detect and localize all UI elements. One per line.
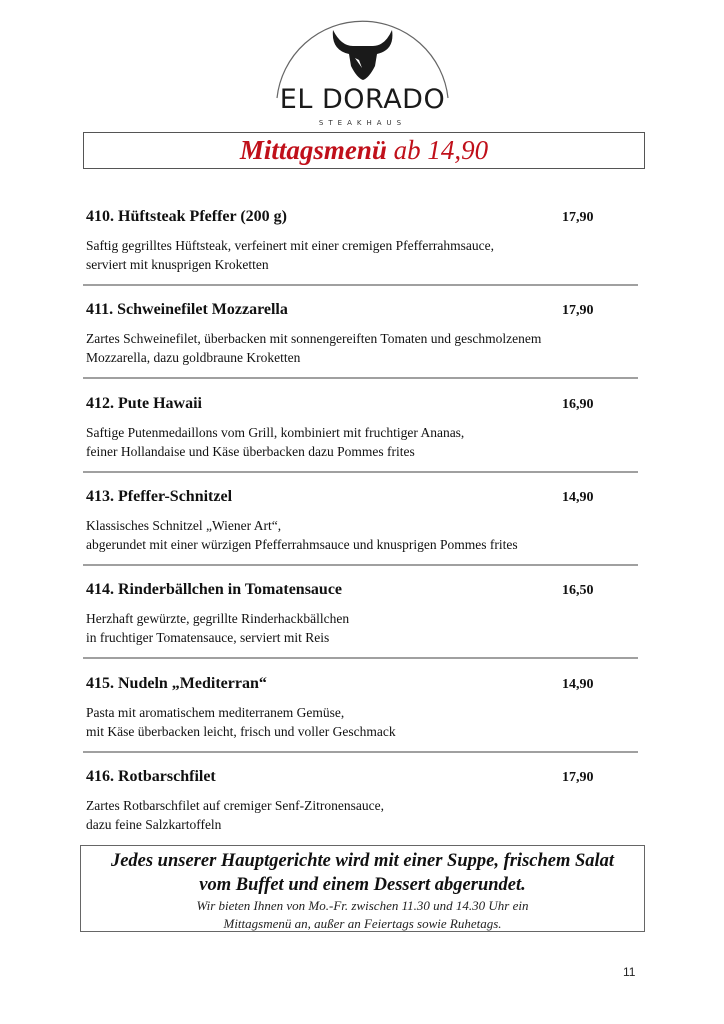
description-line: Klassisches Schnitzel „Wiener Art“,: [86, 517, 282, 533]
item-name: 414. Rinderbällchen in Tomatensauce: [86, 581, 343, 599]
description-line: in fruchtiger Tomatensauce, serviert mit Reis: [86, 630, 330, 646]
item-price: 16,50: [562, 583, 594, 599]
description-line: Herzhaft gewürzte, gegrillte Rinderhackbällchen: [86, 611, 350, 627]
item-description: [86, 703, 396, 741]
item-price: 14,90: [562, 676, 594, 692]
item-price: 14,90: [562, 489, 594, 505]
brand-subtitle: STEAKHAUS: [318, 119, 407, 127]
item-description: [86, 516, 518, 554]
description-line: Pasta mit aromatischem mediterranem Gemüse,: [86, 704, 345, 720]
description-line: dazu feine Salzkartoffeln: [86, 816, 222, 832]
divider: [83, 284, 638, 286]
item-name: 416. Rotbarschfilet: [86, 767, 216, 785]
item-price: 17,90: [562, 210, 594, 225]
divider: [83, 657, 638, 659]
description-line: Zartes Rotbarschfilet auf cremiger Senf-Zitronensauce,: [86, 797, 384, 813]
page-number: 11: [623, 965, 636, 979]
description-line: Zartes Schweinefilet, überbacken mit sonnengereiften Tomaten und geschmolzenem: [86, 331, 542, 347]
item-name: 411. Schweinefilet Mozzarella: [86, 301, 288, 319]
note-line: Jedes unserer Hauptgerichte wird mit einer Suppe, frischem Salat: [110, 851, 615, 871]
item-name: 410. Hüftsteak Pfeffer (200 g): [86, 208, 287, 225]
item-description: [86, 609, 349, 647]
page-title: [83, 132, 645, 169]
description-line: feiner Hollandaise und Käse überbacken dazu Pommes frites: [86, 443, 415, 459]
note-line: Wir bieten Ihnen von Mo.-Fr. zwischen 11.30 und 14.30 Uhr ein: [196, 898, 529, 913]
note-line: vom Buffet und einem Dessert abgerundet.: [199, 875, 526, 895]
divider: [83, 564, 638, 566]
description-line: mit Käse überbacken leicht, frisch und voller Geschmack: [86, 723, 396, 739]
brand-name: EL DORADO: [279, 84, 446, 115]
item-name: 412. Pute Hawaii: [86, 394, 202, 412]
item-description: [86, 329, 541, 367]
title-suffix: ab 14,90: [386, 135, 489, 165]
item-price: 17,90: [562, 769, 594, 785]
description-line: serviert mit knusprigen Kroketten: [86, 257, 269, 272]
item-description: [86, 423, 464, 461]
divider: [83, 751, 638, 753]
info-box: [80, 845, 645, 932]
divider: [83, 471, 638, 473]
title-main: Mittagsmenü: [239, 135, 387, 165]
description-line: Saftige Putenmedaillons vom Grill, kombiniert mit fruchtiger Ananas,: [86, 424, 465, 440]
description-line: abgerundet mit einer würzigen Pfefferrahmsauce und knusprigen Pommes frites: [86, 536, 518, 552]
item-price: 16,90: [562, 396, 594, 412]
item-price: 17,90: [562, 303, 594, 319]
description-line: Mozzarella, dazu goldbraune Kroketten: [86, 350, 301, 366]
item-name: 413. Pfeffer-Schnitzel: [86, 487, 233, 505]
item-description: [86, 796, 384, 834]
divider: [83, 377, 638, 379]
description-line: Saftig gegrilltes Hüftsteak, verfeinert mit einer cremigen Pfefferrahmsauce,: [86, 238, 494, 253]
item-name: 415. Nudeln „Mediterran“: [86, 674, 267, 692]
logo: [265, 18, 460, 133]
note-line: Mittagsmenü an, außer an Feiertags sowie Ruhetags.: [223, 916, 502, 931]
item-description: [86, 236, 494, 274]
bull-head-icon: [265, 18, 460, 133]
